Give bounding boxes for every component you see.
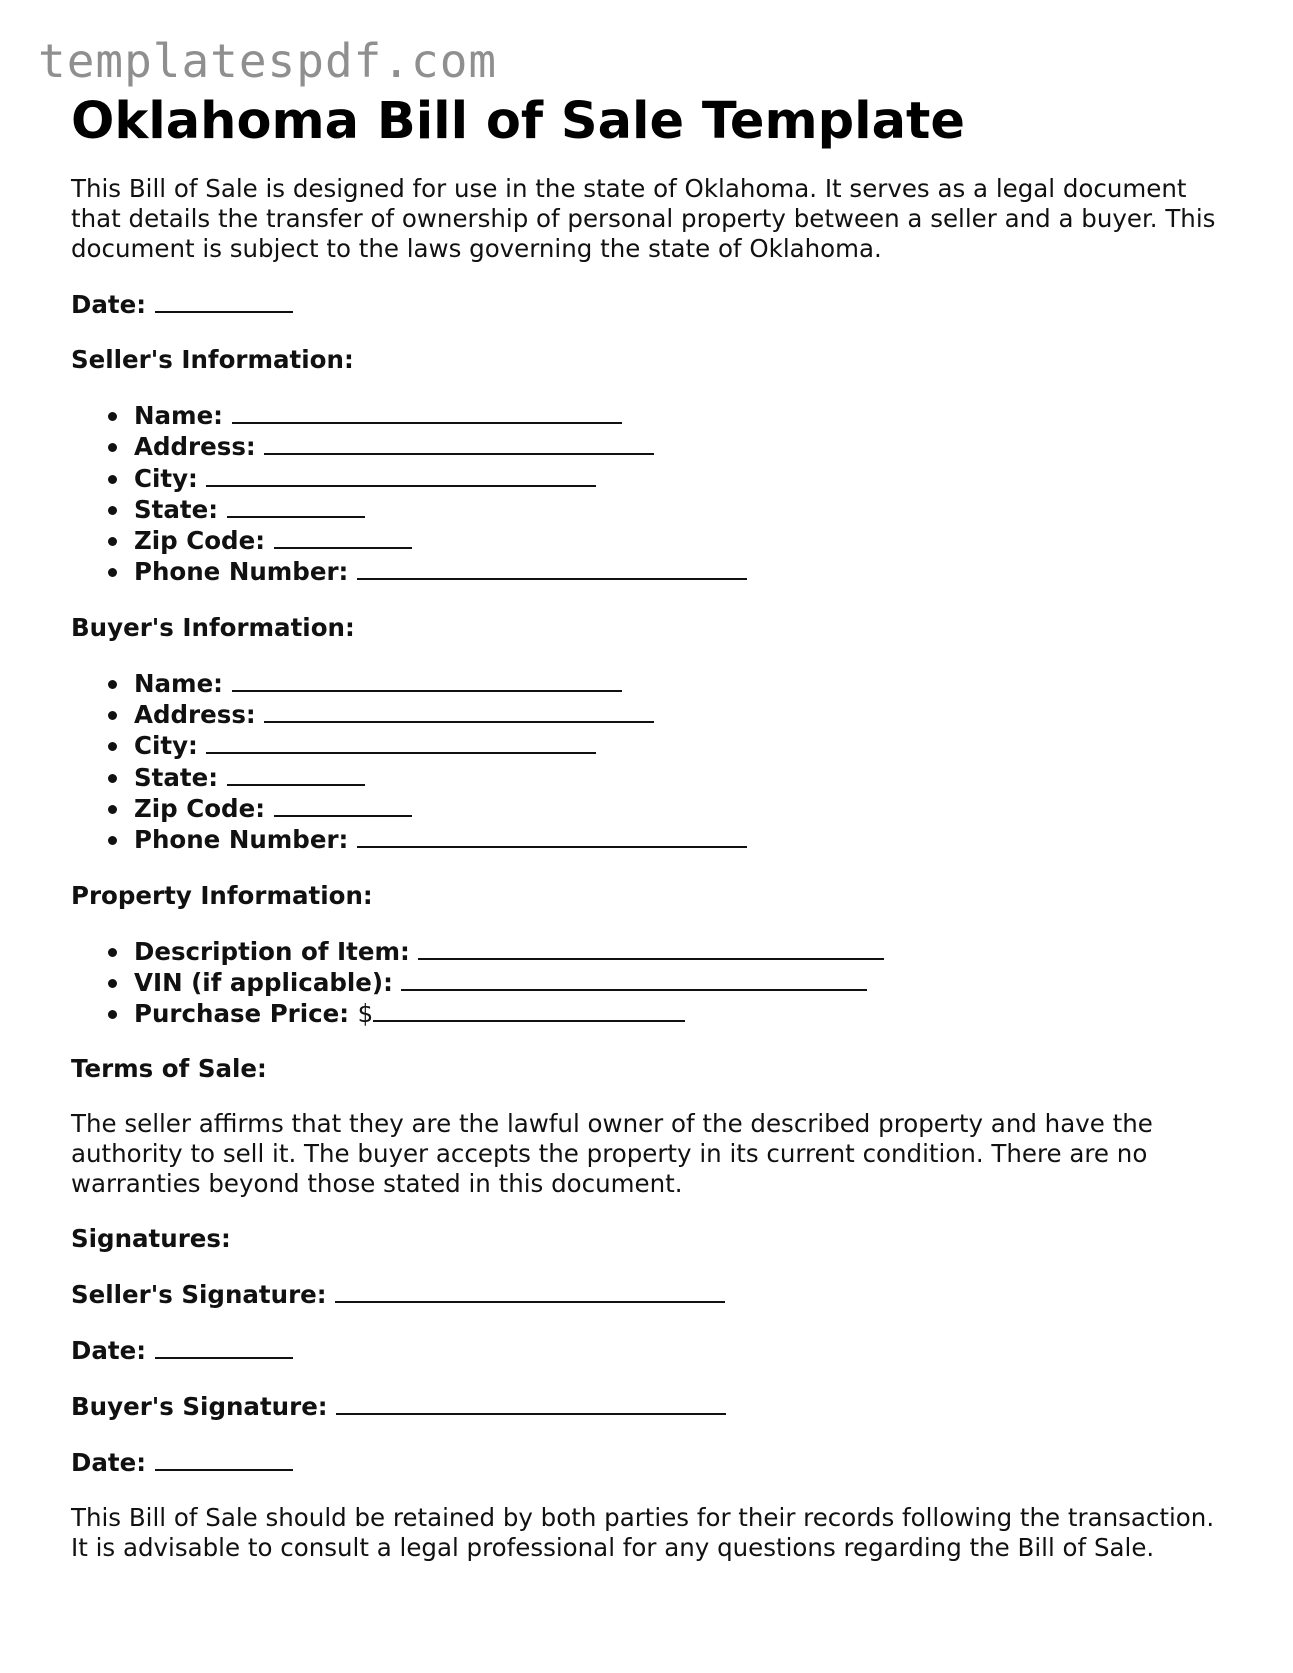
property-heading: Property Information: [71,880,373,910]
seller-signature-field [71,1279,1231,1310]
field-label: State: [134,762,219,792]
seller-signature-label: Seller's Signature: [71,1280,327,1310]
field-label: Address: [134,432,256,462]
property-field-list [71,936,1231,1030]
bullet-icon [108,506,117,515]
seller-phone-field [108,556,1231,587]
property-vin-blank[interactable] [401,967,867,991]
seller-state-field [108,494,1231,525]
field-label: City: [134,731,198,761]
field-label: City: [134,463,198,493]
buyer-signature-field [71,1391,1231,1422]
buyer-heading: Buyer's Information: [71,612,355,642]
field-label: Name: [134,401,223,430]
buyer-zip-blank[interactable] [274,793,412,817]
date-field [71,289,1231,320]
field-label: Phone Number: [134,825,349,855]
currency-symbol: $ [357,999,374,1029]
seller-name-field [108,400,1231,431]
terms-paragraph: The seller affirms that they are the lawful owner of the described property and have the authority to sell it. The buyer accepts the property in its current condition. There are no warranties beyond those stated in this document. [71,1109,1153,1199]
bullet-icon [108,537,117,546]
buyer-date-field [71,1447,1231,1478]
bullet-icon [108,979,117,988]
field-label: Zip Code: [134,793,265,823]
seller-phone-blank[interactable] [357,556,747,580]
closing-paragraph: This Bill of Sale should be retained by both parties for their records following the transaction. It is advisable to consult a legal professional for any questions regarding the Bill of Sale. [71,1503,1215,1563]
seller-field-list [71,400,1231,588]
buyer-zip-field [108,793,1231,824]
buyer-name-blank[interactable] [232,668,622,692]
signatures-heading: Signatures: [71,1224,231,1254]
bullet-icon [108,805,117,814]
bullet-icon [108,443,117,452]
buyer-date-label: Date: [71,1448,146,1478]
bullet-icon [108,711,117,720]
buyer-phone-field [108,824,1231,855]
seller-state-blank[interactable] [227,494,365,518]
field-label: Phone Number: [134,557,349,587]
property-description-field [108,936,1231,967]
date-blank[interactable] [155,289,293,313]
bullet-icon [108,774,117,783]
field-label: Description of Item: [134,936,410,966]
buyer-address-blank[interactable] [264,699,654,723]
seller-signature-blank[interactable] [335,1279,725,1303]
seller-date-blank[interactable] [155,1335,293,1359]
buyer-field-list [71,668,1231,856]
seller-name-blank[interactable] [232,400,622,424]
bullet-icon [108,742,117,751]
buyer-signature-label: Buyer's Signature: [71,1392,328,1422]
property-price-blank[interactable] [373,998,685,1022]
seller-zip-blank[interactable] [274,525,412,549]
buyer-state-blank[interactable] [227,762,365,786]
field-label: Name: [134,668,223,698]
buyer-signature-blank[interactable] [336,1391,726,1415]
bullet-icon [108,412,117,421]
watermark: templatespdf.com [38,34,498,88]
page-title: Oklahoma Bill of Sale Template [71,92,965,151]
buyer-date-blank[interactable] [155,1447,293,1471]
buyer-state-field [108,762,1231,793]
property-price-field [108,998,1231,1029]
bullet-icon [108,836,117,845]
field-label: Zip Code: [134,526,265,556]
field-label: Purchase Price: [134,999,350,1029]
bullet-icon [108,568,117,577]
seller-address-blank[interactable] [264,431,654,455]
seller-city-blank[interactable] [206,463,596,487]
field-label: VIN (if applicable): [134,967,393,997]
buyer-city-blank[interactable] [206,730,596,754]
seller-date-label: Date: [71,1336,146,1366]
bullet-icon [108,948,117,957]
terms-heading: Terms of Sale: [71,1054,267,1084]
property-description-blank[interactable] [418,936,884,960]
field-label: Address: [134,700,256,730]
bullet-icon [108,475,117,484]
bullet-icon [108,680,117,689]
buyer-phone-blank[interactable] [357,824,747,848]
buyer-name-field [108,668,1231,699]
buyer-address-field [108,699,1231,730]
seller-date-field [71,1335,1231,1366]
intro-paragraph: This Bill of Sale is designed for use in the state of Oklahoma. It serves as a legal document that details the transfer of ownership of personal property between a seller and a buyer. This document is subject to the laws governing the state of Oklahoma. [71,174,1216,263]
seller-address-field [108,431,1231,462]
property-vin-field [108,967,1231,998]
seller-city-field [108,463,1231,494]
buyer-city-field [108,730,1231,761]
date-label: Date: [71,290,146,319]
bullet-icon [108,1010,117,1019]
field-label: State: [134,494,219,524]
seller-zip-field [108,525,1231,556]
seller-heading: Seller's Information: [71,345,354,374]
document-page [71,88,1231,1563]
